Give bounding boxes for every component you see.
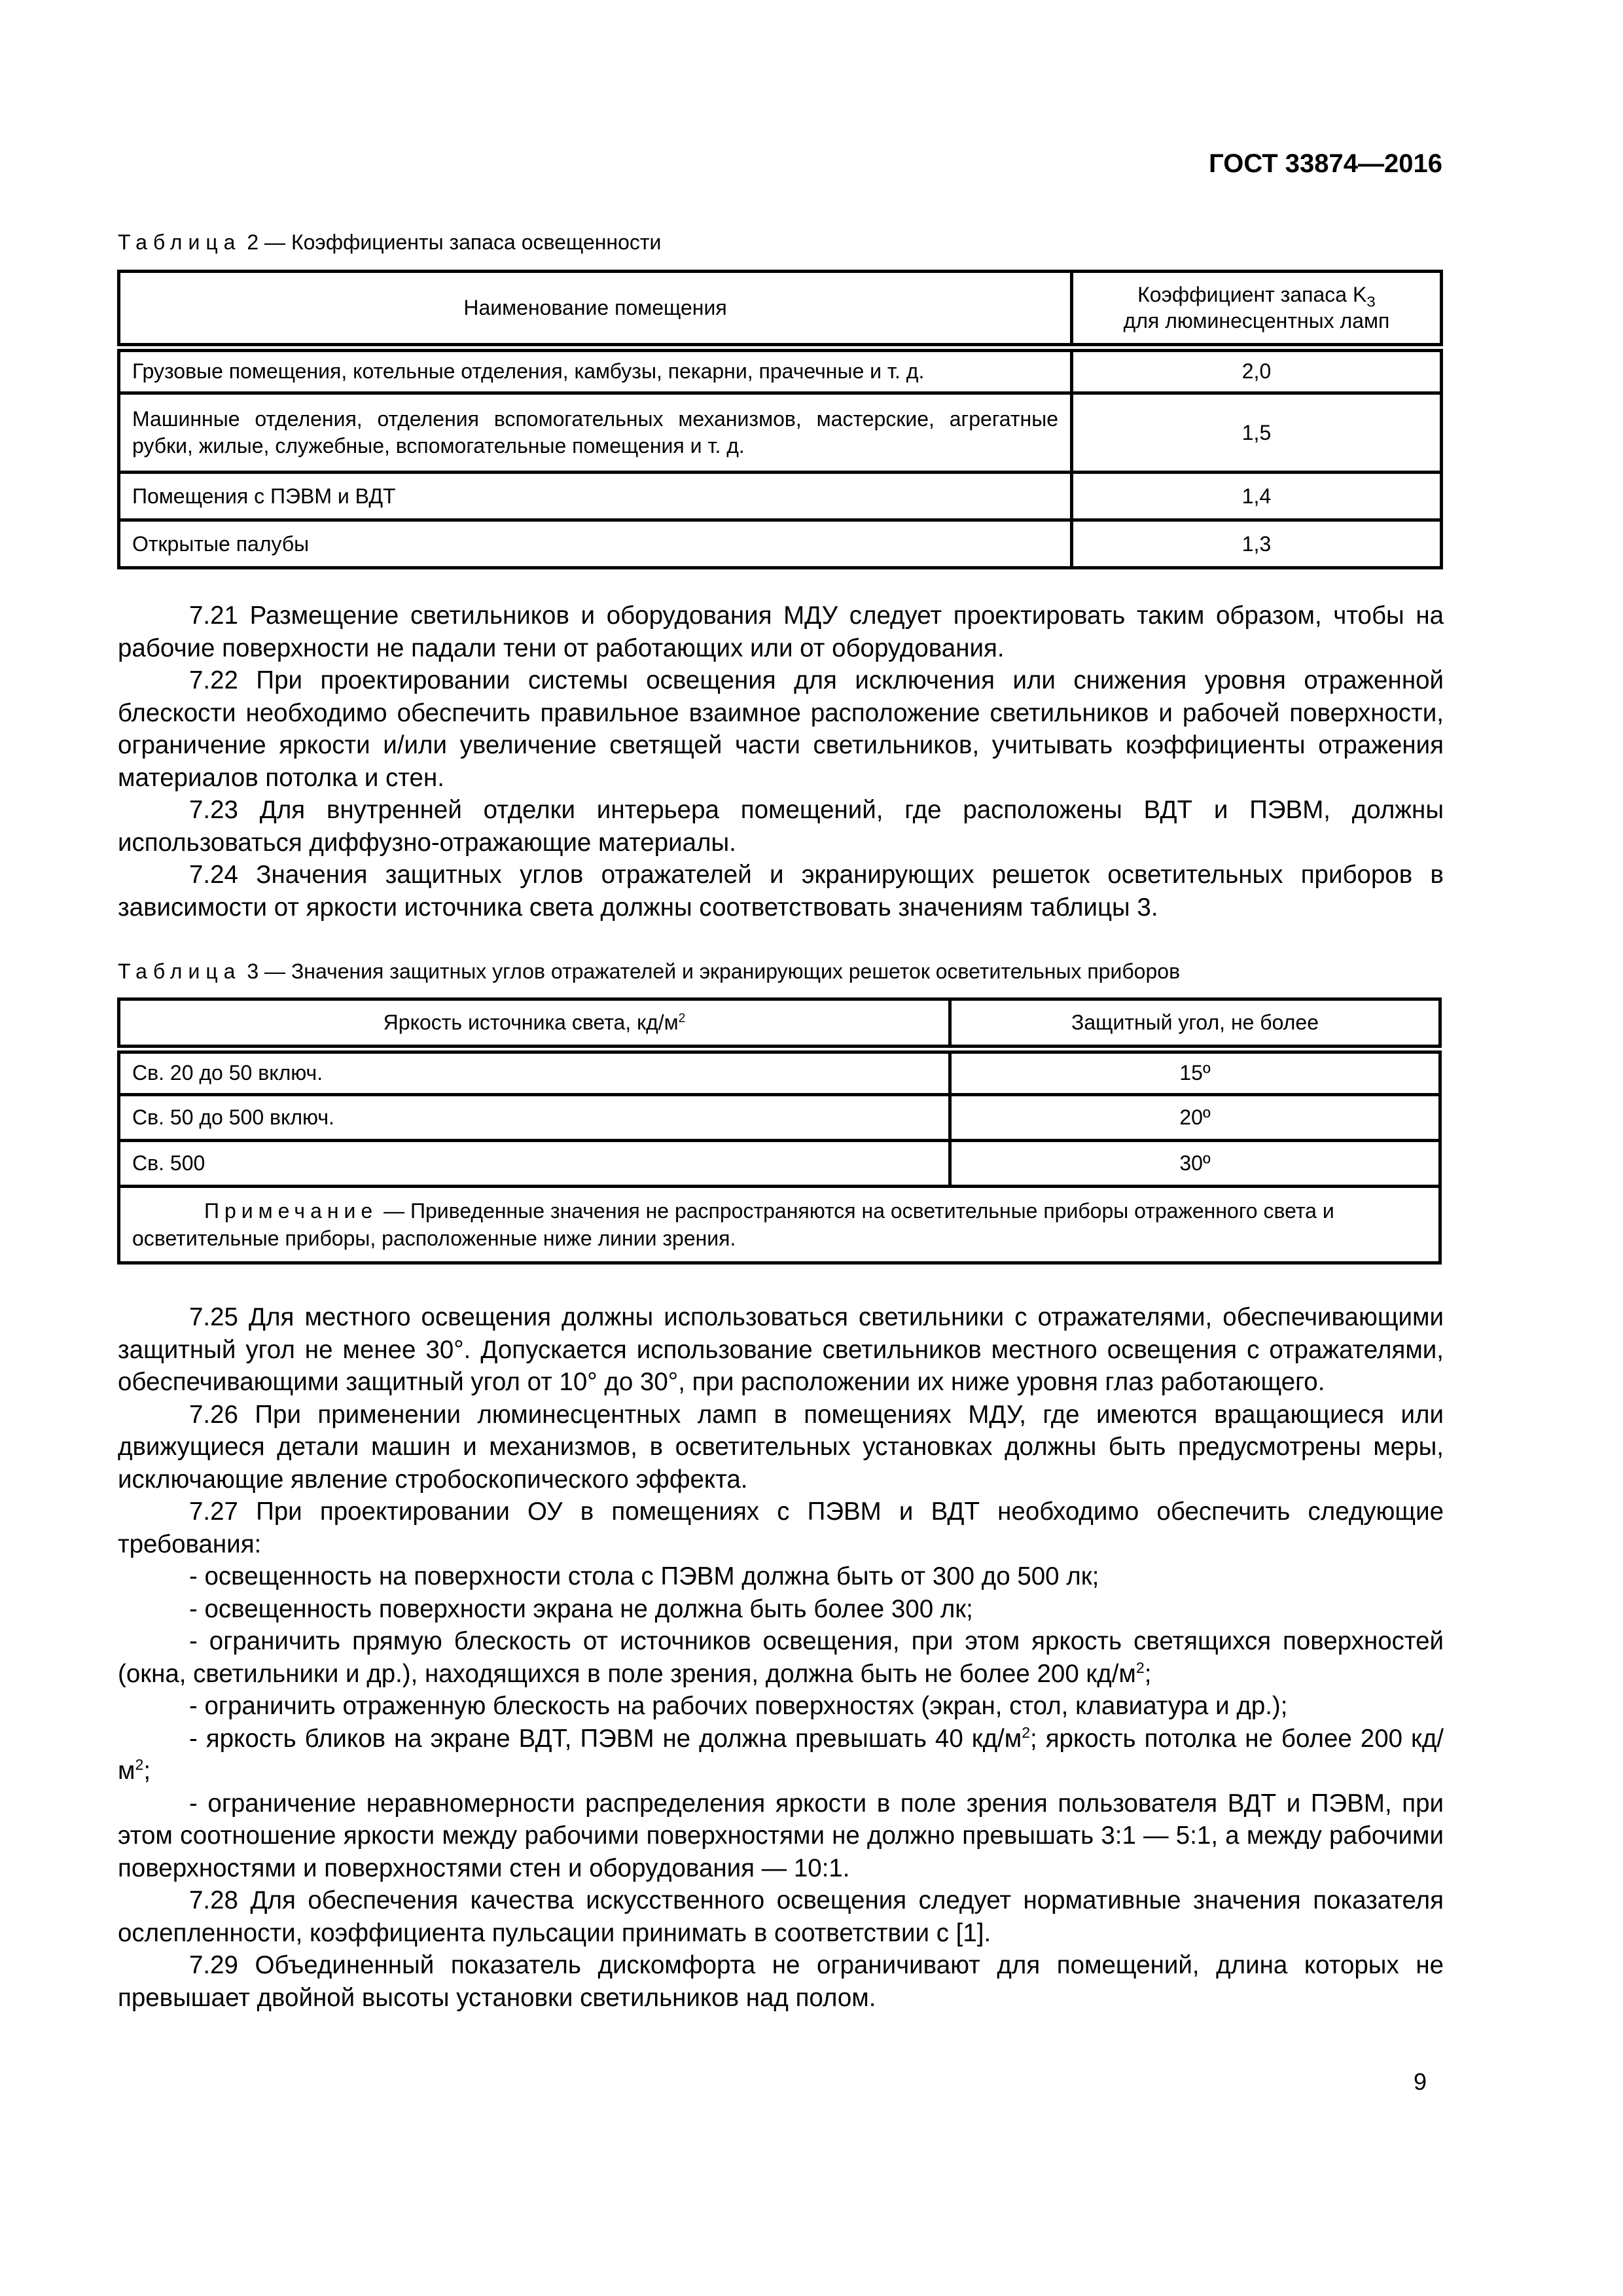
luminance-range-cell: Св. 20 до 50 включ.	[119, 1049, 950, 1095]
coefficient-header-line2: для люминесцентных ламп	[1123, 309, 1390, 333]
luminance-range-cell: Св. 500	[119, 1141, 950, 1187]
page-number: 9	[1414, 2068, 1427, 2095]
coefficient-cell: 1,3	[1072, 520, 1442, 568]
paragraph-7-28: 7.28 Для обеспечения качества искусственного освещения следует нормативные значения показателя ослепленности, коэффициента пульсации принимать в соответствии с [1].	[118, 1886, 1444, 1947]
unit-superscript: 2	[678, 1011, 686, 1026]
coefficient-cell: 2,0	[1072, 348, 1442, 393]
superscript: 2	[1022, 1723, 1031, 1741]
list-item-text: ; яркость потолка не более 200 кд/м	[118, 1724, 1444, 1785]
table-protective-angles	[117, 997, 1442, 1265]
list-item-text: ;	[1144, 1659, 1152, 1688]
paragraph-7-27: 7.27 При проектировании ОУ в помещениях с ПЭВМ и ВДТ необходимо обеспечить следующие требования:	[118, 1498, 1444, 1558]
table-row	[119, 473, 1442, 520]
list-item-text: - яркость бликов на экране ВДТ, ПЭВМ не должна превышать 40 кд/м	[189, 1724, 1022, 1753]
list-item: - ограничение неравномерности распределения яркости в поле зрения пользователя ВДТ и ПЭВМ, при этом соотношение яркости между рабочими поверхностями не должно превышать 3:1 — 5:1, а между рабочими поверхностями и поверхностями стен и оборудования — 10:1.	[118, 1789, 1444, 1882]
column-header-room-name: Наименование помещения	[119, 272, 1072, 348]
paragraph-7-23: 7.23 Для внутренней отделки интерьера помещений, где расположены ВДТ и ПЭВМ, должны использоваться диффузно-отражающие материалы.	[118, 796, 1444, 857]
protective-angle-cell: 15º	[950, 1049, 1440, 1095]
list-item: - освещенность поверхности экрана не должна быть более 300 лк;	[189, 1594, 973, 1623]
column-header-luminance	[119, 999, 950, 1049]
coefficient-subscript: З	[1366, 293, 1376, 310]
room-name-cell: Помещения с ПЭВМ и ВДТ	[119, 473, 1072, 520]
table3-caption	[118, 960, 1180, 984]
paragraph-7-22: 7.22 При проектировании системы освещения для исключения или снижения уровня отраженной блескости необходимо обеспечить правильное взаимное расположение светильников и рабочей поверхности, ограничение яркости и/или увеличение светящей части светильников, учитывать коэффициенты отражения материалов потолка и стен.	[118, 666, 1444, 792]
paragraph-7-26: 7.26 При применении люминесцентных ламп в помещениях МДУ, где имеются вращающиеся или движущиеся детали машин и механизмов, в осветительных установках должны быть предусмотрены меры, исключающие явление стробоскопического эффекта.	[118, 1400, 1444, 1494]
paragraph-7-25: 7.25 Для местного освещения должны использоваться светильники с отражателями, обеспечивающими защитный угол не менее 30°. Допускается использование светильников местного освещения с отражателями, обеспечивающими защитный угол от 10° до 30°, при расположении их ниже уровня глаз работающего.	[118, 1303, 1444, 1396]
paragraph-7-24: 7.24 Значения защитных углов отражателей и экранирующих решеток осветительных приборов в зависимости от яркости источника света должны соответствовать значениям таблицы 3.	[118, 861, 1444, 922]
list-item: - освещенность на поверхности стола с ПЭВМ должна быть от 300 до 500 лк;	[189, 1562, 1099, 1590]
superscript: 2	[1135, 1659, 1145, 1676]
luminance-range-cell: Св. 50 до 500 включ.	[119, 1095, 950, 1141]
room-name-cell: Открытые палубы	[119, 520, 1072, 568]
table2-caption-number: 2	[247, 230, 259, 254]
room-name-cell: Грузовые помещения, котельные отделения, камбузы, пекарни, прачечные и т. д.	[119, 348, 1072, 393]
table3-caption-label: Таблица	[118, 960, 241, 983]
coefficient-cell: 1,4	[1072, 473, 1442, 520]
table-row	[119, 393, 1442, 473]
table-row	[119, 1141, 1440, 1187]
coefficient-cell: 1,5	[1072, 393, 1442, 473]
document-code-header: ГОСТ 33874—2016	[1209, 149, 1442, 178]
table-row	[119, 348, 1442, 393]
list-item-text: - ограничить прямую блескость от источников освещения, при этом яркость светящихся поверхностей (окна, светильники и др.), находящихся в поле зрения, должна быть не более 200 кд/м	[118, 1627, 1444, 1688]
column-header-protective-angle: Защитный угол, не более	[950, 999, 1440, 1049]
paragraphs-7-25-to-7-29	[118, 1301, 1444, 2014]
coefficient-header-line1: Коэффициент запаса K	[1137, 283, 1367, 307]
room-name-cell: Машинные отделения, отделения вспомогательных механизмов, мастерские, агрегатные рубки, жилые, служебные, вспомогательные помещения и т. д.	[119, 393, 1072, 473]
table2-caption	[118, 230, 661, 255]
note-label: Примечание	[204, 1199, 378, 1223]
note-text: — Приведенные значения не распространяются на осветительные приборы отраженного света и осветительные приборы, расположенные ниже линии зрения.	[132, 1199, 1334, 1250]
protective-angle-cell: 20º	[950, 1095, 1440, 1141]
table3-caption-number: 3	[247, 960, 259, 983]
table-lighting-reserve-coefficients	[117, 270, 1443, 569]
table-row	[119, 1049, 1440, 1095]
table3-caption-text: — Значения защитных углов отражателей и экранирующих решеток осветительных приборов	[264, 960, 1181, 983]
superscript: 2	[135, 1756, 144, 1774]
list-item: - ограничить отраженную блескость на рабочих поверхностях (экран, стол, клавиатура и др.);	[189, 1692, 1288, 1720]
list-item-text: ;	[143, 1757, 151, 1785]
table-row	[119, 1095, 1440, 1141]
luminance-header-text: Яркость источника света, кд/м	[383, 1011, 679, 1035]
table-note-row	[119, 1187, 1440, 1263]
column-header-coefficient	[1072, 272, 1442, 348]
paragraph-7-29: 7.29 Объединенный показатель дискомфорта не ограничивают для помещений, длина которых не превышает двойной высоты установки светильников над полом.	[118, 1951, 1444, 2012]
list-item	[118, 1723, 1444, 1787]
paragraphs-7-21-to-7-24	[118, 600, 1444, 924]
table-row	[119, 520, 1442, 568]
table2-caption-text: — Коэффициенты запаса освещенности	[264, 230, 662, 254]
protective-angle-cell: 30º	[950, 1141, 1440, 1187]
table-note	[119, 1187, 1440, 1263]
list-item	[118, 1625, 1444, 1690]
paragraph-7-21: 7.21 Размещение светильников и оборудования МДУ следует проектировать таким образом, чтобы на рабочие поверхности не падали тени от работающих или от оборудования.	[118, 601, 1444, 662]
table2-caption-label: Таблица	[118, 230, 241, 254]
